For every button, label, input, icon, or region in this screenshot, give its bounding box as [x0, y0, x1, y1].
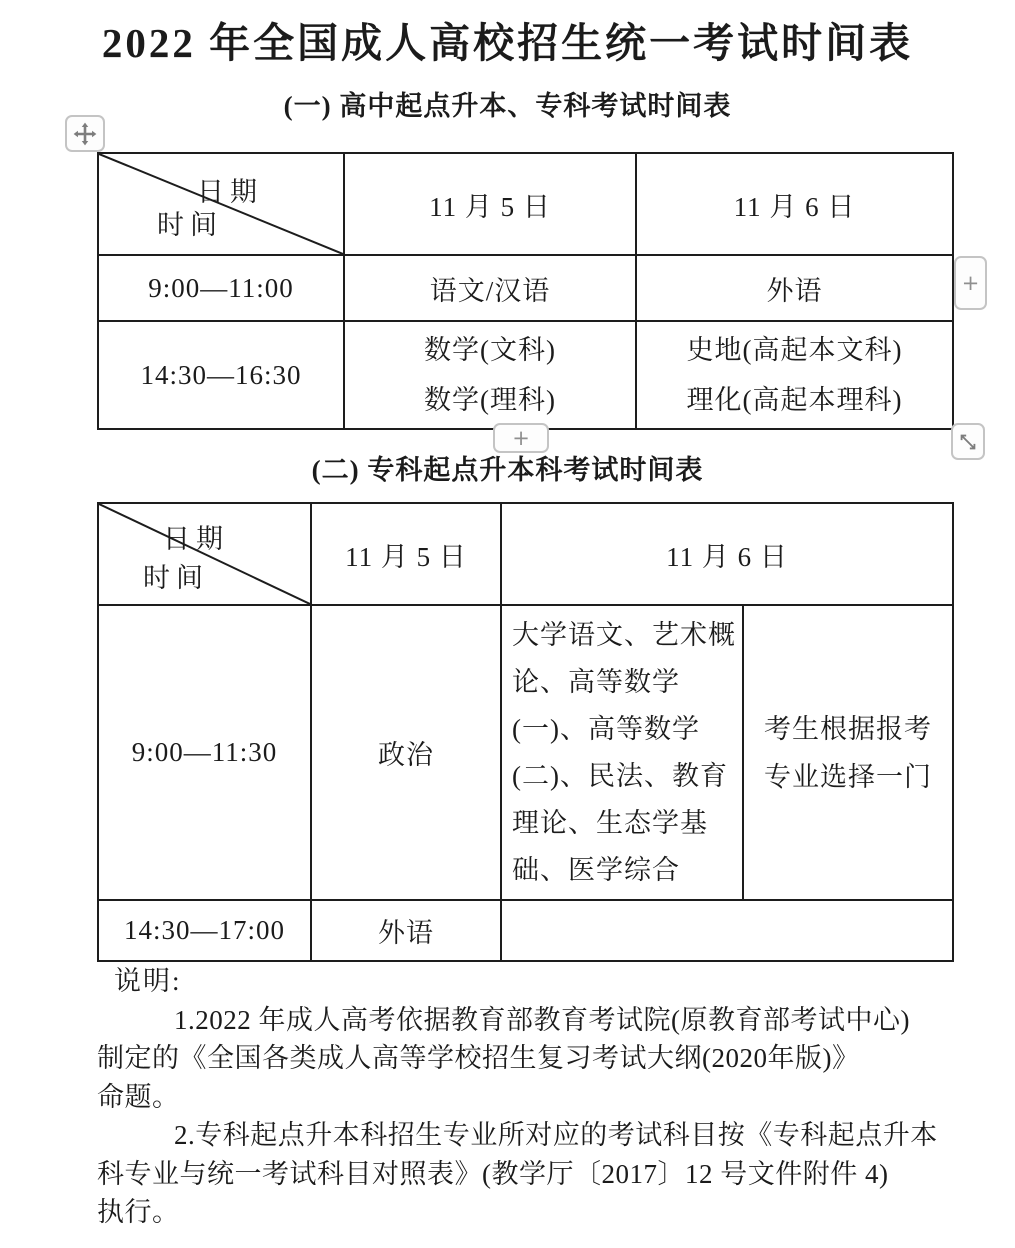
subject-line: 论、高等数学 [512, 666, 680, 697]
section2-row-afternoon [98, 900, 953, 961]
corner-time-label: 时间 [157, 210, 223, 240]
move-icon [72, 121, 98, 147]
note-1-line-1: 1.2022 年成人高考依据教育部教育考试院(原教育部考试中心) [174, 1004, 910, 1035]
section2-heading: (二) 专科起点升本科考试时间表 [311, 455, 704, 485]
corner-time-label: 时间 [143, 563, 209, 593]
insert-column-button[interactable] [954, 256, 987, 310]
section1-col-header-nov5[interactable]: 11 月 5 日 [344, 153, 636, 255]
subject-line: 数学(理科) [424, 385, 556, 415]
subject-cell[interactable]: 外语 [311, 900, 501, 961]
section1-header-row [98, 153, 953, 255]
subject-cell[interactable]: 语文/汉语 [344, 255, 636, 321]
section2-table [97, 502, 954, 962]
subject-line: (二)、民法、教育 [512, 760, 728, 791]
empty-cell[interactable] [501, 900, 953, 961]
section2-row-morning [98, 605, 953, 900]
plus-icon: + [961, 270, 980, 295]
section1-heading: (一) 高中起点升本、专科考试时间表 [283, 91, 732, 121]
subject-line: 史地(高起本文科) [686, 335, 903, 365]
section1-corner-cell[interactable] [98, 153, 344, 255]
subject-cell[interactable] [636, 321, 953, 429]
corner-date-label: 日期 [163, 524, 229, 554]
note-1-line-3: 命题。 [97, 1081, 180, 1112]
corner-date-label: 日期 [197, 177, 263, 207]
section2-header-row [98, 503, 953, 605]
subject-line: 数学(文科) [424, 335, 556, 365]
section1-table [97, 152, 954, 430]
subject-cell[interactable] [344, 321, 636, 429]
note-line: 专业选择一门 [764, 761, 932, 792]
note-2-line-1: 2.专科起点升本科招生专业所对应的考试科目按《专科起点升本 [174, 1120, 938, 1150]
subject-list-cell[interactable] [501, 605, 743, 900]
notes-section [97, 962, 959, 1232]
page-title: 2022 年全国成人高校招生统一考试时间表 [101, 20, 914, 66]
section1-row-afternoon [98, 321, 953, 429]
section2-col-header-nov6[interactable]: 11 月 6 日 [501, 503, 953, 605]
note-2-line-2: 科专业与统一考试科目对照表》(教学厅〔2017〕12 号文件附件 4) [97, 1158, 889, 1189]
subject-line: 础、医学综合 [512, 854, 680, 885]
section2-corner-cell[interactable] [98, 503, 311, 605]
section1-col-header-nov6[interactable]: 11 月 6 日 [636, 153, 953, 255]
subject-cell[interactable]: 外语 [636, 255, 953, 321]
time-cell[interactable]: 9:00—11:00 [98, 255, 344, 321]
section2-col-header-nov5[interactable]: 11 月 5 日 [311, 503, 501, 605]
note-line: 考生根据报考 [764, 713, 932, 744]
choose-one-note-cell[interactable] [743, 605, 953, 900]
subject-line: 理论、生态学基 [512, 807, 708, 838]
section1-row-morning [98, 255, 953, 321]
plus-icon: + [512, 425, 530, 450]
time-cell[interactable]: 14:30—16:30 [98, 321, 344, 429]
subject-line: (一)、高等数学 [512, 713, 700, 744]
subject-line: 理化(高起本理科) [686, 385, 903, 415]
notes-label: 说明: [114, 966, 182, 996]
subject-cell[interactable]: 政治 [311, 605, 501, 900]
note-2-line-3: 执行。 [97, 1197, 180, 1227]
time-cell[interactable]: 14:30—17:00 [98, 900, 311, 961]
time-cell[interactable]: 9:00—11:30 [98, 605, 311, 900]
subject-line: 大学语文、艺术概 [512, 619, 736, 650]
note-1-line-2: 制定的《全国各类成人高等学校招生复习考试大纲(2020年版)》 [97, 1043, 860, 1073]
